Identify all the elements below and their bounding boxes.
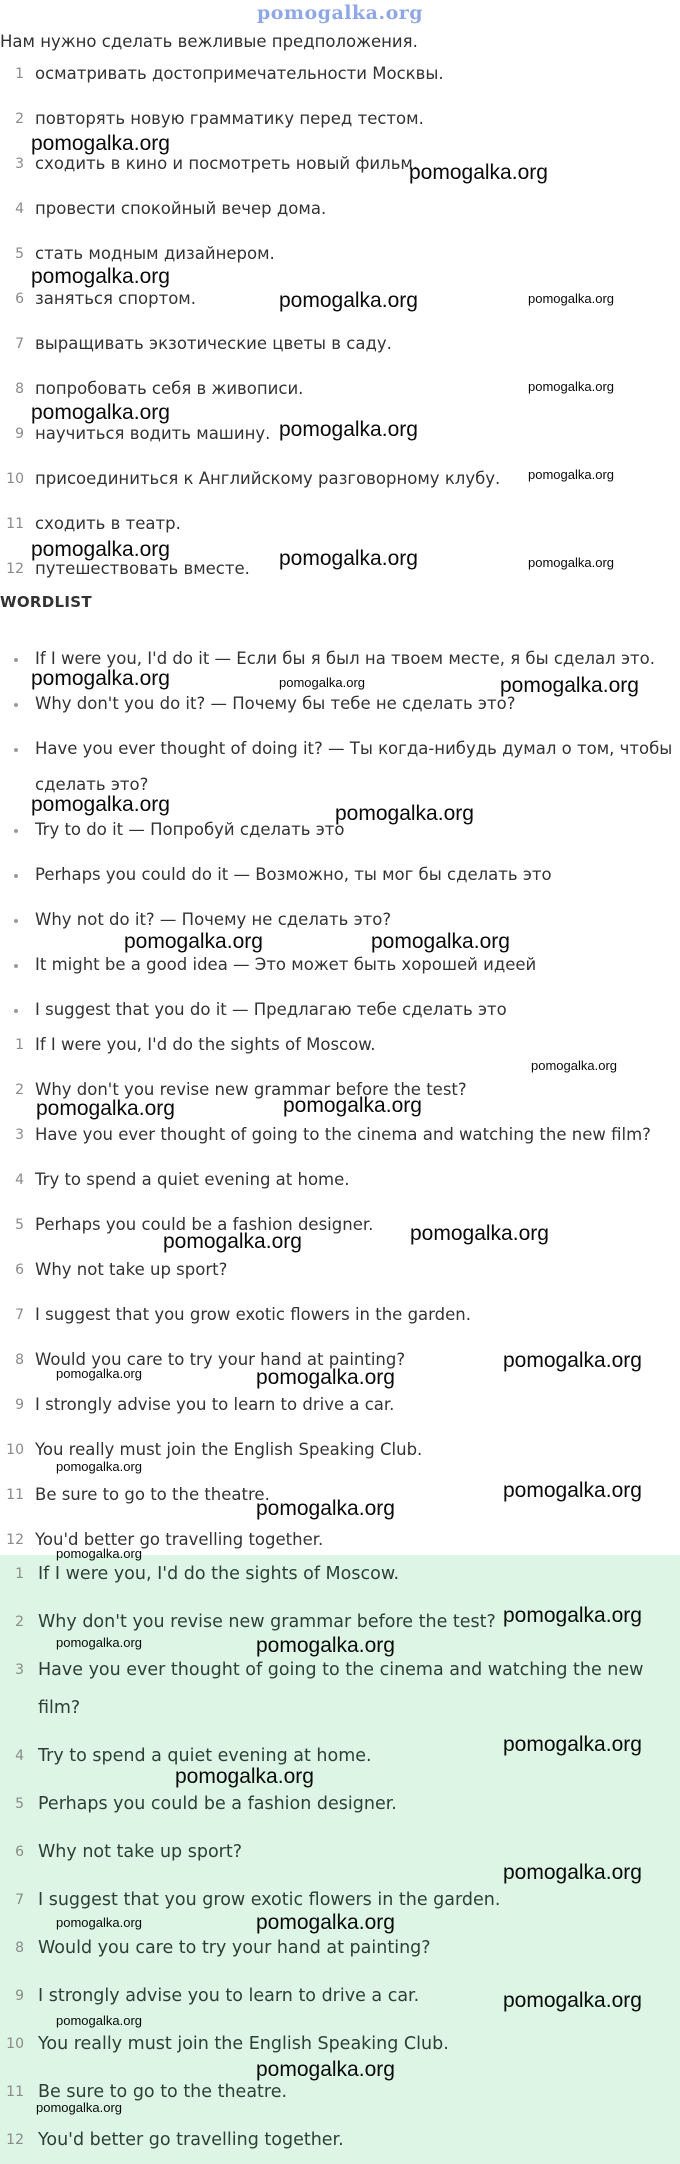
watermark: pomogalka.org	[256, 1366, 395, 1389]
item-text: научиться водить машину.	[35, 424, 271, 443]
phrase-text: It might be a good idea — Это может быть хорошей идеей	[35, 955, 537, 974]
phrase-text: Try to do it — Попробуй сделать это	[35, 820, 345, 839]
watermark: pomogalka.org	[503, 1733, 642, 1756]
item-text: Why don't you revise new grammar before the test?	[38, 1612, 496, 1632]
item-text: выращивать экзотические цветы в саду.	[35, 334, 392, 353]
bullet-icon	[14, 874, 18, 878]
item-text: You really must join the English Speaking Club.	[35, 1440, 423, 1459]
watermark: pomogalka.org	[31, 401, 170, 424]
bullet-icon	[14, 748, 18, 752]
item-text: Would you care to try your hand at painting?	[35, 1350, 406, 1369]
phrase-text: I suggest that you do it — Предлагаю тебе сделать это	[35, 1000, 507, 1019]
item-number: 7	[15, 1892, 24, 1908]
item-text: Why not take up sport?	[38, 1842, 243, 1862]
watermark: pomogalka.org	[503, 1349, 642, 1372]
watermark: pomogalka.org	[503, 1604, 642, 1627]
watermark: pomogalka.org	[335, 802, 474, 825]
watermark: pomogalka.org	[175, 1765, 314, 1788]
watermark: pomogalka.org	[503, 1989, 642, 2012]
item-text: Try to spend a quiet evening at home.	[35, 1170, 350, 1189]
watermark: pomogalka.org	[528, 467, 614, 482]
item-number: 10	[6, 1442, 24, 1458]
item-text: присоединиться к Английскому разговорному клубу.	[35, 469, 501, 488]
item-number: 5	[15, 1217, 24, 1233]
bullet-icon	[14, 703, 18, 707]
item-text: стать модным дизайнером.	[35, 244, 275, 263]
item-number: 4	[15, 1172, 24, 1188]
item-text: Perhaps you could be a fashion designer.	[38, 1794, 397, 1814]
watermark: pomogalka.org	[279, 675, 365, 690]
item-text: осматривать достопримечательности Москвы.	[35, 64, 444, 83]
answer-box	[0, 1555, 680, 2164]
phrase-text: Have you ever thought of doing it? — Ты когда-нибудь думал о том, чтобы	[35, 739, 673, 758]
phrase-text: If I were you, I'd do it — Если бы я был на твоем месте, я бы сделал это.	[35, 649, 655, 668]
watermark: pomogalka.org	[31, 793, 170, 816]
watermark: pomogalka.org	[56, 2013, 142, 2028]
item-number: 9	[15, 1988, 24, 2004]
item-text: Have you ever thought of going to the cinema and watching the new	[38, 1660, 644, 1680]
item-text: сходить в театр.	[35, 514, 181, 533]
item-text: Try to spend a quiet evening at home.	[38, 1746, 372, 1766]
bullet-icon	[14, 919, 18, 923]
watermark: pomogalka.org	[371, 930, 510, 953]
item-number: 5	[15, 246, 24, 262]
item-number: 1	[15, 1037, 24, 1053]
item-text: You really must join the English Speaking Club.	[38, 2034, 449, 2054]
item-number: 11	[6, 516, 24, 532]
item-number: 8	[15, 381, 24, 397]
item-number: 2	[15, 1082, 24, 1098]
watermark: pomogalka.org	[56, 1366, 142, 1381]
watermark: pomogalka.org	[531, 1058, 617, 1073]
item-text-continued: film?	[38, 1698, 81, 1718]
watermark: pomogalka.org	[410, 1222, 549, 1245]
item-number: 12	[6, 561, 24, 577]
item-number: 9	[15, 426, 24, 442]
watermark: pomogalka.org	[56, 1635, 142, 1650]
watermark: pomogalka.org	[256, 1911, 395, 1934]
watermark: pomogalka.org	[256, 1634, 395, 1657]
watermark: pomogalka.org	[124, 930, 263, 953]
watermark: pomogalka.org	[256, 1497, 395, 1520]
item-text: If I were you, I'd do the sights of Moscow.	[35, 1035, 376, 1054]
watermark: pomogalka.org	[528, 555, 614, 570]
item-number: 11	[6, 2084, 24, 2100]
bullet-icon	[14, 829, 18, 833]
item-text: I suggest that you grow exotic flowers in the garden.	[35, 1305, 471, 1324]
watermark: pomogalka.org	[31, 132, 170, 155]
watermark: pomogalka.org	[31, 538, 170, 561]
watermark: pomogalka.org	[279, 547, 418, 570]
item-number: 3	[15, 156, 24, 172]
item-number: 9	[15, 1397, 24, 1413]
item-number: 7	[15, 336, 24, 352]
watermark: pomogalka.org	[31, 265, 170, 288]
item-text: Perhaps you could be a fashion designer.	[35, 1215, 374, 1234]
watermark: pomogalka.org	[56, 1546, 142, 1561]
item-number: 7	[15, 1307, 24, 1323]
item-text: провести спокойный вечер дома.	[35, 199, 327, 218]
item-text: If I were you, I'd do the sights of Moscow.	[38, 1564, 400, 1584]
item-text: Why don't you revise new grammar before the test?	[35, 1080, 467, 1099]
item-text: попробовать себя в живописи.	[35, 379, 304, 398]
item-number: 4	[15, 1748, 24, 1764]
item-number: 3	[15, 1127, 24, 1143]
item-number: 8	[15, 1352, 24, 1368]
watermark: pomogalka.org	[503, 1861, 642, 1884]
watermark: pomogalka.org	[503, 1479, 642, 1502]
item-text: Be sure to go to the theatre.	[35, 1485, 270, 1504]
phrase-text: Why don't you do it? — Почему бы тебе не сделать это?	[35, 694, 516, 713]
item-text: You'd better go travelling together.	[35, 1530, 324, 1549]
item-number: 11	[6, 1487, 24, 1503]
item-text: You'd better go travelling together.	[38, 2130, 344, 2150]
item-number: 8	[15, 1940, 24, 1956]
item-number: 10	[6, 2036, 24, 2052]
watermark: pomogalka.org	[279, 418, 418, 441]
item-text: путешествовать вместе.	[35, 559, 250, 578]
watermark: pomogalka.org	[409, 161, 548, 184]
phrase-text: Perhaps you could do it — Возможно, ты мог бы сделать это	[35, 865, 552, 884]
watermark: pomogalka.org	[56, 1459, 142, 1474]
wordlist-heading: WORDLIST	[0, 593, 92, 611]
item-text: Have you ever thought of going to the cinema and watching the new film?	[35, 1125, 651, 1144]
watermark: pomogalka.org	[163, 1230, 302, 1253]
bullet-icon	[14, 1009, 18, 1013]
phrase-text: Why not do it? — Почему не сделать это?	[35, 910, 392, 929]
item-number: 6	[15, 1262, 24, 1278]
watermark: pomogalka.org	[36, 2100, 122, 2115]
item-number: 12	[6, 2132, 24, 2148]
item-number: 1	[15, 66, 24, 82]
bullet-icon	[14, 658, 18, 662]
item-number: 6	[15, 291, 24, 307]
watermark: pomogalka.org	[36, 1097, 175, 1120]
watermark: pomogalka.org	[279, 289, 418, 312]
item-text: Would you care to try your hand at painting?	[38, 1938, 431, 1958]
watermark: pomogalka.org	[256, 2058, 395, 2081]
item-text: I strongly advise you to learn to drive a car.	[38, 1986, 420, 2006]
watermark: pomogalka.org	[500, 674, 639, 697]
item-text: заняться спортом.	[35, 289, 197, 308]
site-logo[interactable]: pomogalka.org	[256, 2, 424, 24]
watermark: pomogalka.org	[283, 1094, 422, 1117]
item-number: 10	[6, 471, 24, 487]
item-text: Be sure to go to the theatre.	[38, 2082, 288, 2102]
task-instruction: Нам нужно сделать вежливые предположения.	[0, 32, 418, 51]
watermark: pomogalka.org	[528, 291, 614, 306]
item-text: I strongly advise you to learn to drive a car.	[35, 1395, 395, 1414]
item-text: повторять новую грамматику перед тестом.	[35, 109, 424, 128]
item-text: сходить в кино и посмотреть новый фильм.	[35, 154, 419, 173]
item-text: I suggest that you grow exotic flowers in the garden.	[38, 1890, 501, 1910]
item-number: 4	[15, 201, 24, 217]
item-number: 2	[15, 1614, 24, 1630]
item-number: 5	[15, 1796, 24, 1812]
item-number: 2	[15, 111, 24, 127]
item-number: 3	[15, 1662, 24, 1678]
item-text: Why not take up sport?	[35, 1260, 228, 1279]
bullet-icon	[14, 964, 18, 968]
phrase-text-continued: сделать это?	[35, 775, 149, 794]
item-number: 1	[15, 1566, 24, 1582]
item-number: 6	[15, 1844, 24, 1860]
item-number: 12	[6, 1532, 24, 1548]
watermark: pomogalka.org	[528, 379, 614, 394]
watermark: pomogalka.org	[56, 1915, 142, 1930]
watermark: pomogalka.org	[31, 667, 170, 690]
